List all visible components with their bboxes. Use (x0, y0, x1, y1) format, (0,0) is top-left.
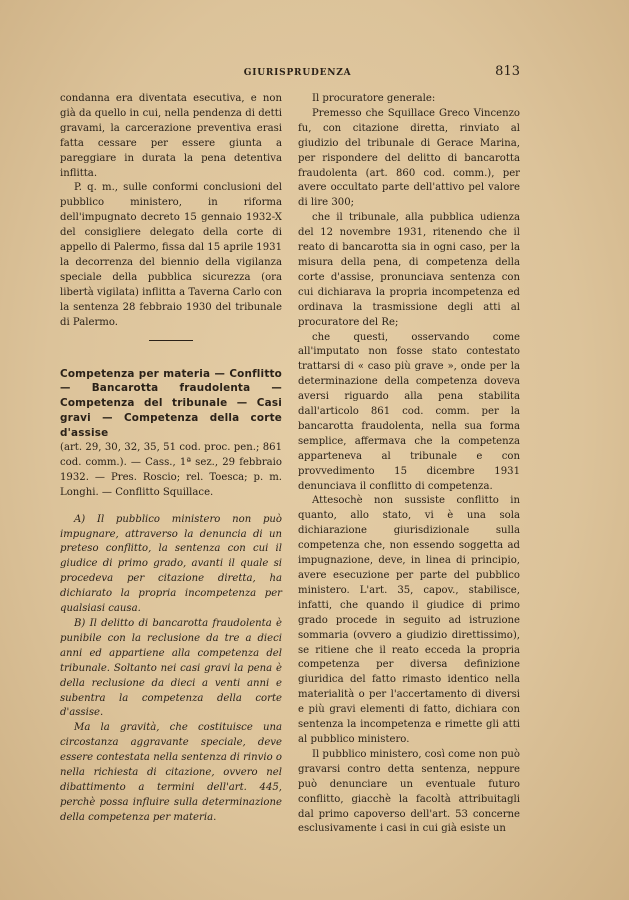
maxim-a: A) Il pubblico ministero non può impugnare, attraverso la denuncia di un preteso conflitto, la sentenza con cui il giudice di primo grado, avanti il quale si procedeva per citazione diretta, ha dichiarato la propria incompetenza per qualsiasi causa. (60, 513, 282, 615)
right-paragraph-1: Premesso che Squillace Greco Vincenzo fu, con citazione diretta, rinviato al giudizio del tribunale di Gerace Marina, per rispondere del delitto di bancarotta fraudolenta (art. 860 cod. comm.), per avere occultato parte dell'attivo pel valore di lire 300; (298, 107, 520, 209)
right-column (298, 92, 520, 837)
maxim-b: B) Il delitto di bancarotta fraudolenta è punibile con la reclusione da tre a dieci anni ed appartiene alla competenza del tribunale. Soltanto nei casi gravi la pena è della reclusione da dieci a venti anni e subentra la competenza della corte d'assise. (60, 618, 282, 719)
right-paragraph-2: che il tribunale, alla pubblica udienza del 12 novembre 1931, ritenendo che il reato di bancarotta sia in ogni caso, per la misura della pena, di competenza della corte d'assise, pronunciava sentenza con cui dichiarava la propria incompetenza ed ordinava la trasmissione degli atti al procuratore del Re; (298, 212, 520, 328)
case-heading: Competenza per materia — Conflitto — Bancarotta fraudolenta — Competenza del tribunale — Casi gravi — Competenza della corte d'assise (60, 367, 282, 440)
left-column (60, 92, 282, 826)
left-paragraph-1: condanna era diventata esecutiva, e non già da quello in cui, nella pendenza di detti gravami, la carcerazione preventiva erasi fatta cessare per essere giunta a pareggiare in durata la pena detentiva inflitta. (60, 93, 282, 179)
right-intro: Il procuratore generale: (312, 93, 436, 104)
maxim-c: Ma la gravità, che costituisce una circostanza aggravante speciale, deve essere contestata nella sentenza di rinvio o nella richiesta di citazione, ovvero nel dibattimento a termini dell'art. 445, perchè possa influire sulla determinazione della competenza per materia. (60, 722, 282, 823)
page-number: 813 (495, 64, 520, 79)
right-paragraph-4: Attesochè non sussiste conflitto in quanto, allo stato, vi è una sola dichiarazione giurisdizionale sulla competenza che, non essendo soggetta ad impugnazione, deve, in linea di principio, avere esecuzione per parte del pubblico ministero. L'art. 35, capov., stabilisce, infatti, che quando il giudice di primo grado procede in seguito ad istruzione sommaria (ovvero a giudizio direttissimo), se ritiene che il reato ecceda la propria competenza per diversa definizione giuridica del fatto rimasto identico nella materialità o per l'accertamento di diversi e più gravi elementi di fatto, dichiara con sentenza la incompetenza e rimette gli atti al pubblico ministero. (298, 495, 520, 745)
right-paragraph-3: che questi, osservando come all'imputato non fosse stato contestato trattarsi di « caso più grave », onde per la determinazione della competenza doveva aversi riguardo alla pena stabilita dall'articolo 861 cod. comm. per la bancarotta fraudolenta, nella sua forma semplice, affermava che la competenza apparteneva al tribunale e con provvedimento 15 dicembre 1931 denunciava il conflitto di competenza. (298, 331, 520, 492)
section-divider (149, 340, 193, 341)
page-header (60, 64, 520, 79)
right-paragraph-5: Il pubblico ministero, così come non può gravarsi contro detta sentenza, neppure può denunciare un eventuale futuro conflitto, giacchè la facoltà attribuitagli dal primo capoverso dell'art. 53 concerne esclusivamente i casi in cui già esiste un (298, 748, 520, 835)
running-title: GIURISPRUDENZA (243, 68, 352, 78)
left-paragraph-2: P. q. m., sulle conformi conclusioni del pubblico ministero, in riforma dell'impugnato decreto 15 gennaio 1932-X del consigliere delegato della corte di appello di Palermo, fissa dal 15 aprile 1931 la decorrenza del biennio della vigilanza speciale della pubblica sicurezza (ora libertà vigilata) inflitta a Taverna Carlo con la sentenza 28 febbraio 1930 del tribunale di Palermo. (60, 182, 282, 328)
case-citation: (art. 29, 30, 32, 35, 51 cod. proc. pen.; 861 cod. comm.). — Cass., 1ª sez., 29 febbraio 1932. — Pres. Roscio; rel. Toesca; p. m. Longhi. — Conflitto Squillace. (60, 442, 282, 498)
